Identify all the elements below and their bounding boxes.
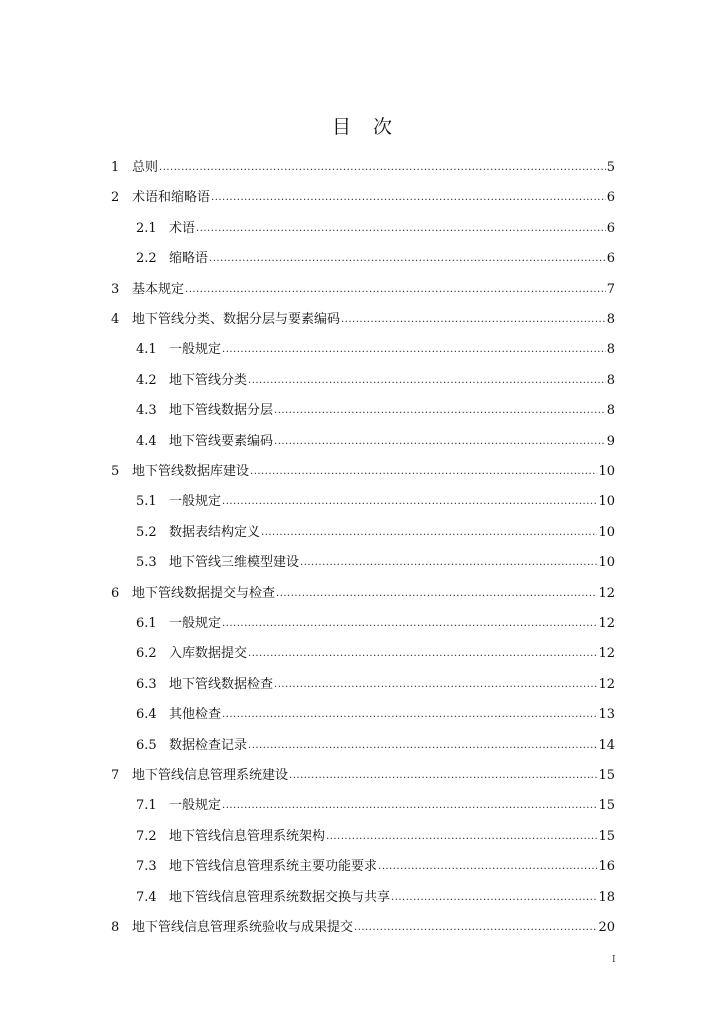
toc-entry-title: 一般规定 — [169, 494, 222, 510]
toc-entry[interactable] — [136, 616, 615, 632]
toc-entry-number: 2.2 — [136, 251, 157, 267]
toc-dot-leader — [185, 281, 606, 298]
toc-dot-leader — [222, 797, 597, 814]
toc-dot-leader — [222, 706, 597, 723]
toc-entry-page: 12 — [598, 676, 615, 692]
toc-entry[interactable] — [111, 282, 615, 298]
toc-title-char-1: 目 — [331, 116, 351, 138]
toc-dot-leader — [250, 463, 597, 480]
toc-entry-title: 数据表结构定义 — [169, 524, 261, 540]
toc-entry-number: 4.4 — [136, 433, 157, 449]
toc-entry-title: 数据检查记录 — [169, 737, 248, 753]
toc-entry-page: 12 — [598, 646, 615, 662]
toc-entry-number: 1 — [111, 160, 120, 175]
toc-entry-page: 6 — [606, 190, 615, 206]
toc-entry-number: 6.4 — [136, 707, 157, 723]
toc-entry-number: 4.2 — [136, 372, 157, 388]
toc-entry[interactable] — [136, 373, 615, 389]
toc-entry-number: 6.2 — [136, 646, 157, 662]
toc-entry-page: 16 — [598, 859, 615, 875]
toc-entry-page: 10 — [598, 524, 615, 540]
toc-entry[interactable] — [111, 768, 615, 784]
toc-entry-title: 地下管线数据库建设 — [132, 464, 250, 479]
toc-entry[interactable] — [136, 738, 615, 754]
toc-dot-leader — [378, 858, 597, 875]
toc-entry-page: 8 — [606, 312, 615, 327]
toc-entry-page: 20 — [598, 920, 615, 935]
toc-dot-leader — [222, 615, 597, 632]
toc-dot-leader — [248, 372, 606, 389]
toc-entry-number: 5.2 — [136, 524, 157, 540]
toc-entry[interactable] — [136, 646, 615, 662]
toc-dot-leader — [289, 767, 597, 784]
toc-entry-title: 一般规定 — [169, 342, 222, 358]
toc-dot-leader — [196, 220, 606, 237]
toc-entry-title: 总则 — [132, 160, 159, 175]
toc-entry-number: 7.1 — [136, 798, 157, 814]
toc-entry-number: 5.3 — [136, 555, 157, 571]
toc-dot-leader — [274, 402, 606, 419]
toc-entry-title: 基本规定 — [132, 281, 185, 297]
toc-entry-page: 7 — [606, 281, 615, 297]
toc-entry-page: 10 — [598, 464, 615, 479]
toc-entry-page: 10 — [598, 494, 615, 510]
toc-entry-number: 7 — [111, 768, 120, 783]
toc-entry-title: 一般规定 — [169, 798, 222, 814]
toc-entry-title: 地下管线数据检查 — [169, 676, 274, 692]
toc-dot-leader — [326, 828, 597, 845]
toc-entry[interactable] — [136, 251, 615, 267]
toc-entry-title: 地下管线信息管理系统主要功能要求 — [169, 859, 378, 875]
toc-entry-title: 缩略语 — [169, 251, 209, 267]
toc-entry-title: 地下管线信息管理系统数据交换与共享 — [169, 889, 391, 905]
page-number: I — [612, 955, 616, 965]
toc-entry-page: 14 — [598, 737, 615, 753]
toc-entry-page: 8 — [606, 403, 615, 419]
toc-title-char-2: 次 — [373, 116, 393, 138]
toc-dot-leader — [391, 889, 597, 906]
toc-entry-title: 地下管线三维模型建设 — [169, 555, 300, 571]
toc-entry-number: 5 — [111, 464, 120, 479]
toc-entry[interactable] — [136, 403, 615, 419]
toc-entry-number: 6.5 — [136, 737, 157, 753]
toc-entry-number: 3 — [111, 281, 120, 297]
toc-dot-leader — [354, 919, 597, 936]
toc-entry[interactable] — [136, 525, 615, 541]
toc-entry[interactable] — [136, 798, 615, 814]
toc-entry-number: 7.3 — [136, 859, 157, 875]
toc-entry[interactable] — [111, 464, 615, 480]
toc-entry[interactable] — [111, 312, 615, 328]
toc-entry-page: 15 — [598, 798, 615, 814]
toc-entry-number: 8 — [111, 920, 120, 935]
toc-entry-number: 2.1 — [136, 220, 157, 236]
toc-entry-page: 8 — [606, 342, 615, 358]
toc-entry[interactable] — [136, 434, 615, 450]
toc-entry-title: 地下管线要素编码 — [169, 433, 274, 449]
toc-entry-title: 一般规定 — [169, 616, 222, 631]
toc-entry-page: 15 — [598, 768, 615, 783]
toc-entry[interactable] — [136, 890, 615, 906]
toc-entry-title: 地下管线信息管理系统验收与成果提交 — [132, 920, 354, 935]
toc-entry-title: 地下管线分类、数据分层与要素编码 — [132, 312, 341, 327]
toc-entry[interactable] — [111, 586, 615, 602]
toc-entry[interactable] — [136, 859, 615, 875]
toc-dot-leader — [222, 493, 597, 510]
toc-entry-title: 入库数据提交 — [169, 646, 248, 662]
toc-entry-title: 地下管线信息管理系统建设 — [132, 768, 289, 783]
toc-entry-number: 4.1 — [136, 342, 157, 358]
toc-title — [0, 112, 724, 139]
toc-entry[interactable] — [136, 342, 615, 358]
toc-entry-title: 术语 — [169, 220, 196, 236]
toc-entry-page: 12 — [598, 616, 615, 631]
toc-entry-title: 地下管线数据提交与检查 — [132, 585, 276, 601]
toc-entry[interactable] — [136, 555, 615, 571]
toc-entry-number: 7.2 — [136, 828, 157, 844]
toc-dot-leader — [300, 554, 597, 571]
toc-dot-leader — [222, 341, 606, 358]
toc-entry[interactable] — [136, 221, 615, 237]
toc-dot-leader — [276, 585, 597, 602]
toc-entry-page: 15 — [598, 828, 615, 844]
toc-entry[interactable] — [111, 190, 615, 206]
toc-entry-number: 6 — [111, 585, 120, 601]
toc-entry-page: 12 — [598, 585, 615, 601]
toc-dot-leader — [341, 311, 606, 328]
toc-entry-page: 18 — [598, 889, 615, 905]
toc-entry[interactable] — [111, 920, 615, 936]
toc-entry[interactable] — [136, 829, 615, 845]
toc-entry-page: 6 — [606, 251, 615, 267]
toc-entry-number: 6.3 — [136, 676, 157, 692]
toc-entry[interactable] — [136, 494, 615, 510]
toc-entry-page: 13 — [598, 707, 615, 723]
toc-entry-title: 地下管线信息管理系统架构 — [169, 828, 326, 844]
toc-entry-page: 8 — [606, 372, 615, 388]
toc-entry-number: 4.3 — [136, 403, 157, 419]
toc-entry-number: 7.4 — [136, 889, 157, 905]
toc-entry-title: 术语和缩略语 — [132, 190, 211, 206]
toc-entry-title: 地下管线分类 — [169, 372, 248, 388]
toc-entry-number: 2 — [111, 190, 120, 206]
toc-entry-number: 5.1 — [136, 494, 157, 510]
toc-entry[interactable] — [136, 707, 615, 723]
toc-entry[interactable] — [111, 160, 615, 176]
toc-entry-page: 10 — [598, 555, 615, 571]
toc-dot-leader — [209, 250, 606, 267]
toc-entry[interactable] — [136, 677, 615, 693]
toc-entry-number: 6.1 — [136, 616, 157, 631]
toc-dot-leader — [248, 737, 597, 754]
toc-entry-number: 4 — [111, 312, 120, 327]
toc-dot-leader — [248, 645, 597, 662]
toc-dot-leader — [261, 524, 597, 541]
toc-dot-leader — [211, 189, 606, 206]
toc-entry-page: 5 — [606, 160, 615, 175]
toc-dot-leader — [274, 433, 606, 450]
toc-dot-leader — [159, 159, 606, 176]
toc-entry-title: 其他检查 — [169, 707, 222, 723]
toc-dot-leader — [274, 676, 597, 693]
toc-entry-title: 地下管线数据分层 — [169, 403, 274, 419]
toc-entry-page: 6 — [606, 220, 615, 236]
toc-entry-page: 9 — [606, 433, 615, 449]
